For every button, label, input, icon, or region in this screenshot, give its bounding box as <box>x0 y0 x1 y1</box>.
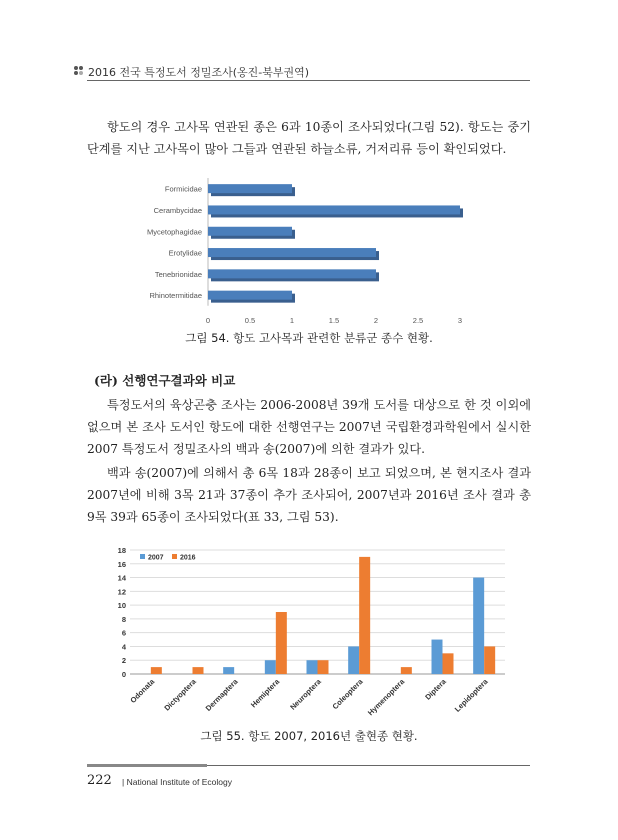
header-title: 2016 전국 특정도서 정밀조사(옹진-북부권역) <box>88 66 310 79</box>
f54-category-label: Erotylidae <box>168 248 202 258</box>
figure54-caption: 그림 54. 항도 고사목과 관련한 분류군 종수 현황. <box>185 331 433 345</box>
f55-bar-2016 <box>318 660 329 674</box>
footer-rule-accent <box>87 764 207 767</box>
f54-tick-label: 2.5 <box>412 315 424 325</box>
f54-category-label: Mycetophagidae <box>146 227 202 237</box>
f54-bar <box>208 184 292 193</box>
f55-category-label: Hymenoptera <box>365 677 407 718</box>
page-number: 222 <box>87 773 112 788</box>
f54-tick-label: 1.5 <box>328 315 340 325</box>
section-heading: (라) 선행연구결과와 비교 <box>94 373 236 388</box>
f55-y-tick-label: 12 <box>117 587 126 597</box>
figure55-chart <box>110 540 515 725</box>
f55-bar-2016 <box>443 653 454 674</box>
f55-legend-label: 2007 <box>148 554 164 562</box>
f55-y-tick-label: 10 <box>117 601 126 611</box>
f54-category-label: Formicidae <box>164 184 202 194</box>
intro-paragraph: 항도의 경우 고사목 연관된 종은 6과 10종이 조사되었다(그림 52). 항도는 중기단계를 지난 고사목이 많아 그들과 연관된 하늘소류, 거저리류 등이 확인되었다. <box>87 120 531 156</box>
f55-bar-2016 <box>151 667 162 674</box>
f55-bar-2016 <box>193 667 204 674</box>
f55-y-tick-label: 6 <box>121 628 126 638</box>
f54-bar <box>208 248 376 257</box>
f55-y-tick-label: 8 <box>121 614 126 624</box>
f55-legend-swatch <box>172 554 177 559</box>
section-paragraph-1: 특정도서의 육상곤충 조사는 2006-2008년 39개 도서를 대상으로 한 것 이외에 없으며 본 조사 도서인 항도에 대한 선행연구는 2007년 국립환경과학원에서 실시한 2007 특정도서 정밀조사의 백과 송(2007)에 의한 결과가 있다. <box>87 398 531 456</box>
f55-y-tick-label: 2 <box>121 656 126 666</box>
f54-tick-label: 2 <box>373 315 379 325</box>
footer-separator: | <box>122 777 125 787</box>
f55-category-label: Dermaptera <box>203 677 240 713</box>
f55-bar-2016 <box>359 557 370 674</box>
section-paragraph-2: 백과 송(2007)에 의해서 총 6목 18과 28종이 보고 되었으며, 본 현지조사 결과 2007년에 비해 3목 21과 37종이 추가 조사되어, 2007년과 2016년 조사 결과 총 9목 39과 65종이 조사되었다(표 33, 그림 53). <box>87 466 531 524</box>
f55-legend-swatch <box>140 554 145 559</box>
f55-bar-2007 <box>265 660 276 674</box>
bullet-dots-icon <box>74 66 84 76</box>
f55-y-tick-label: 0 <box>121 670 126 679</box>
f55-y-tick-label: 4 <box>121 642 126 652</box>
f54-bar <box>208 227 292 236</box>
figure54-chart <box>130 170 490 325</box>
f54-category-label: Rhinotermitidae <box>149 291 202 301</box>
f55-bar-2016 <box>276 612 287 674</box>
f55-y-tick-label: 14 <box>117 573 126 583</box>
f54-tick-label: 0.5 <box>244 315 256 325</box>
f55-bar-2016 <box>401 667 412 674</box>
f55-category-label: Dictyoptera <box>162 677 198 713</box>
f55-category-label: Coleoptera <box>330 677 365 712</box>
f55-legend-label: 2016 <box>180 554 196 562</box>
footer-institute: National Institute of Ecology <box>126 777 232 787</box>
f54-category-label: Tenebrionidae <box>154 269 202 279</box>
f54-tick-label: 0 <box>205 315 211 325</box>
footer-rule <box>207 765 530 766</box>
f55-category-label: Diptera <box>423 677 448 702</box>
f54-bar <box>208 269 376 278</box>
figure55-caption: 그림 55. 항도 2007, 2016년 출현종 현황. <box>200 729 418 743</box>
f55-category-label: Hemiptera <box>248 677 282 710</box>
f55-category-label: Odonata <box>128 677 157 705</box>
f54-bar <box>208 205 460 214</box>
f55-bar-2007 <box>473 578 484 674</box>
header-rule <box>87 80 530 81</box>
f55-category-label: Lepidoptera <box>452 677 490 714</box>
f54-bar <box>208 291 292 300</box>
f55-bar-2007 <box>223 667 234 674</box>
f55-bar-2007 <box>432 640 443 674</box>
f55-bar-2007 <box>307 660 318 674</box>
running-header <box>88 64 309 80</box>
f54-tick-label: 1 <box>289 315 295 325</box>
f54-tick-label: 3 <box>457 315 463 325</box>
f55-y-tick-label: 18 <box>117 546 126 555</box>
f54-category-label: Cerambycidae <box>153 205 202 215</box>
f55-category-label: Neuroptera <box>288 677 323 712</box>
f55-y-tick-label: 16 <box>117 559 126 569</box>
f55-bar-2016 <box>484 646 495 674</box>
f55-bar-2007 <box>348 646 359 674</box>
footer-text <box>122 777 232 787</box>
